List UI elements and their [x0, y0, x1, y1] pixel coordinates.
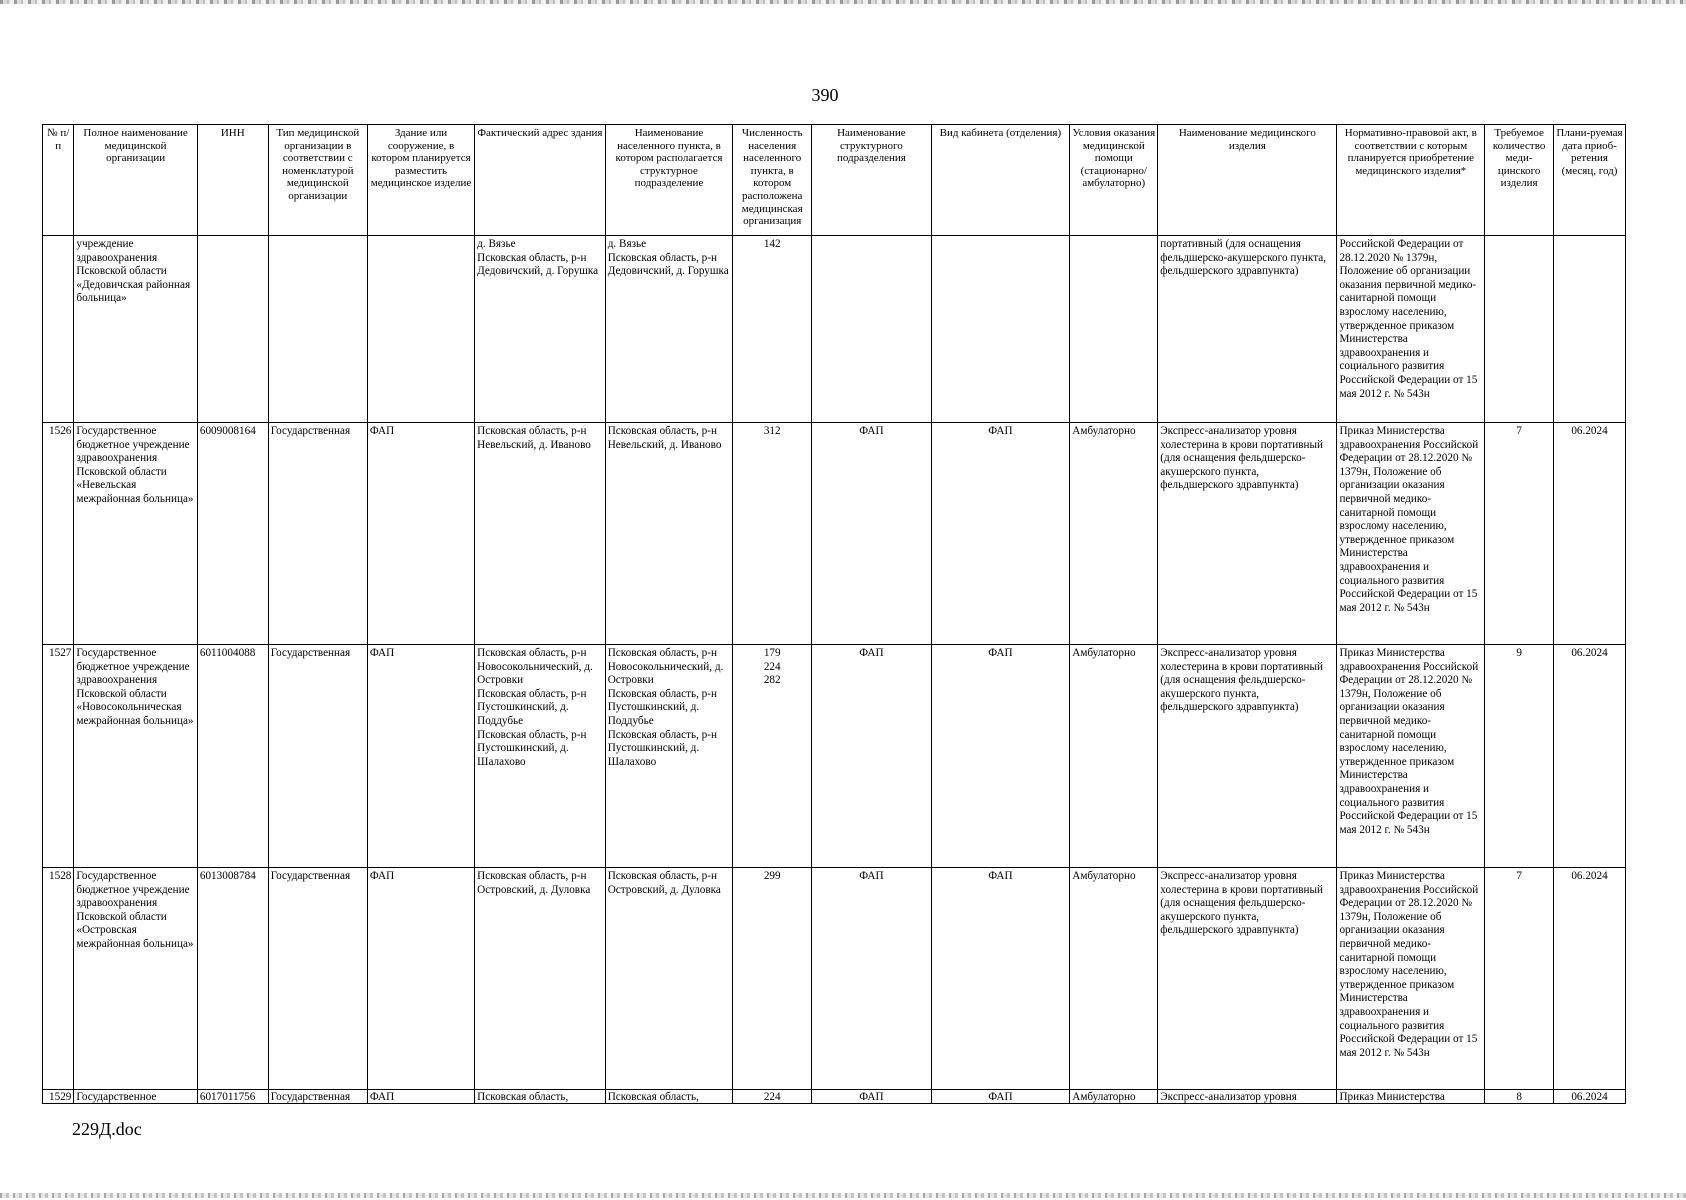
- address-line: Псковская область, р-н Пустошкинский, д. Поддубье: [477, 687, 587, 727]
- table-row: [43, 236, 1626, 423]
- column-header: ИНН: [197, 125, 268, 236]
- equipment-table: [42, 124, 1626, 1104]
- cabinet-type: [931, 236, 1070, 423]
- settlement-line: д. Вязье: [607, 238, 647, 250]
- population-value: 299: [763, 870, 781, 882]
- organization-type: Государственная: [268, 868, 367, 1090]
- required-quantity: 9: [1485, 645, 1554, 868]
- required-quantity: 7: [1485, 423, 1554, 645]
- required-quantity: 7: [1485, 868, 1554, 1090]
- row-number: 1527: [43, 645, 74, 868]
- inn-value: 6017011756: [197, 1090, 268, 1104]
- column-header: Наименование медицинского изделия: [1158, 125, 1337, 236]
- organization-name: Государственное: [74, 1090, 197, 1104]
- care-conditions: Амбулаторно: [1070, 1090, 1158, 1104]
- page-number: 390: [811, 85, 839, 105]
- cabinet-type: ФАП: [931, 1090, 1070, 1104]
- settlement-cell: [605, 423, 733, 645]
- column-header: Тип медицинской организации в соответствии с номенклатурой медицинской организации: [268, 125, 367, 236]
- planned-date: 06.2024: [1554, 645, 1626, 868]
- settlement-line: Псковская область, р-н Невельский, д. Иваново: [607, 425, 722, 451]
- structural-unit: ФАП: [812, 645, 931, 868]
- organization-name: Государственное бюджетное учреждение здравоохранения Псковской области «Новосокольническая межрайонная больница»: [74, 645, 197, 868]
- settlement-line: Псковская область, р-н Пустошкинский, д. Шалахово: [607, 728, 717, 768]
- care-conditions: Амбулаторно: [1070, 645, 1158, 868]
- column-header: Требуемое количество меди-цинского изделия: [1485, 125, 1554, 236]
- population-cell: [733, 645, 812, 868]
- population-value: 282: [763, 674, 781, 687]
- planned-date: 06.2024: [1554, 423, 1626, 645]
- address-cell: [475, 1090, 606, 1104]
- settlement-line: Псковская область, р-н Пустошкинский, д. Поддубье: [607, 687, 717, 727]
- address-line: д. Вязье: [477, 238, 516, 250]
- cabinet-type: ФАП: [931, 868, 1070, 1090]
- population-cell: [733, 236, 812, 423]
- settlement-line: Псковская область, р-н Новосокольнический, д. Островки: [607, 647, 724, 687]
- organization-type: Государственная: [268, 1090, 367, 1104]
- row-number: [43, 236, 74, 423]
- scan-edge-top: [0, 0, 1686, 4]
- legal-act: Приказ Министерства: [1337, 1090, 1485, 1104]
- organization-name: учреждение здравоохранения Псковской области «Дедовичская районная больница»: [74, 236, 197, 423]
- row-number: 1528: [43, 868, 74, 1090]
- row-number: 1529: [43, 1090, 74, 1104]
- address-cell: [475, 236, 606, 423]
- inn-value: 6013008784: [197, 868, 268, 1090]
- planned-date: 06.2024: [1554, 1090, 1626, 1104]
- planned-date: 06.2024: [1554, 868, 1626, 1090]
- device-name: Экспресс-анализатор уровня холестерина в крови портативный (для оснащения фельдшерско-акушерского пункта, фельдшерского здравпункта): [1158, 868, 1337, 1090]
- population-value: 224: [763, 1091, 781, 1103]
- legal-act: Приказ Министерства здравоохранения Российской Федерации от 28.12.2020 № 1379н, Положение об организации оказания первичной медико-санитарной помощи взрослому населению, утвержденное приказом Министерства здравоохранения и социального развития Российской Федерации от 15 мая 2012 г. № 543н: [1337, 645, 1485, 868]
- table-row: [43, 1090, 1626, 1104]
- settlement-line: Псковская область, р-н Дедовичский, д. Горушка: [607, 251, 729, 278]
- address-line: Псковская область, р-н Невельский, д. Иваново: [477, 425, 591, 451]
- building: [367, 236, 474, 423]
- device-name: Экспресс-анализатор уровня холестерина в крови портативный (для оснащения фельдшерско-акушерского пункта, фельдшерского здравпункта): [1158, 423, 1337, 645]
- settlement-cell: [605, 1090, 733, 1104]
- inn-value: 6011004088: [197, 645, 268, 868]
- document-file-name: 229Д.doc: [72, 1119, 142, 1139]
- population-cell: [733, 868, 812, 1090]
- settlement-line: Псковская область, р-н Островский, д. Дуловка: [607, 870, 721, 896]
- device-name: Экспресс-анализатор уровня: [1158, 1090, 1337, 1104]
- building: ФАП: [367, 868, 474, 1090]
- device-name: портативный (для оснащения фельдшерско-акушерского пункта, фельдшерского здравпункта): [1158, 236, 1337, 423]
- address-line: Псковская область, р-н Пустошкинский, д. Шалахово: [477, 728, 587, 768]
- column-header: Полное наименование медицинской организации: [74, 125, 197, 236]
- column-header: Численность населения населенного пункта, в котором расположена медицинская организация: [733, 125, 812, 236]
- population-value: 142: [763, 238, 781, 250]
- address-cell: [475, 645, 606, 868]
- column-header: Условия оказания медицинской помощи (стационарно/ амбулаторно): [1070, 125, 1158, 236]
- table-row: [43, 645, 1626, 868]
- structural-unit: [812, 236, 931, 423]
- settlement-cell: [605, 868, 733, 1090]
- care-conditions: Амбулаторно: [1070, 868, 1158, 1090]
- legal-act: Приказ Министерства здравоохранения Российской Федерации от 28.12.2020 № 1379н, Положение об организации оказания первичной медико-санитарной помощи взрослому населению, утвержденное приказом Министерства здравоохранения и социального развития Российской Федерации от 15 мая 2012 г. № 543н: [1337, 868, 1485, 1090]
- planned-date: [1554, 236, 1626, 423]
- building: ФАП: [367, 1090, 474, 1104]
- row-number: 1526: [43, 423, 74, 645]
- inn-value: [197, 236, 268, 423]
- building: ФАП: [367, 645, 474, 868]
- scan-edge-bottom: [0, 1193, 1686, 1198]
- table-header-row: [43, 125, 1626, 236]
- column-header: Вид кабинета (отделения): [931, 125, 1070, 236]
- population-value: 312: [763, 425, 781, 437]
- settlement-line: Псковская область,: [607, 1091, 699, 1103]
- column-header: Здание или сооружение, в котором планируется разместить медицинское изделие: [367, 125, 474, 236]
- address-cell: [475, 868, 606, 1090]
- required-quantity: [1485, 236, 1554, 423]
- device-name: Экспресс-анализатор уровня холестерина в крови портативный (для оснащения фельдшерско-акушерского пункта, фельдшерского здравпункта): [1158, 645, 1337, 868]
- cabinet-type: ФАП: [931, 645, 1070, 868]
- settlement-cell: [605, 236, 733, 423]
- structural-unit: ФАП: [812, 1090, 931, 1104]
- column-header: № п/п: [43, 125, 74, 236]
- structural-unit: ФАП: [812, 423, 931, 645]
- table-row: [43, 423, 1626, 645]
- address-line: Псковская область, р-н Новосокольнический, д. Островки: [477, 647, 593, 687]
- structural-unit: ФАП: [812, 868, 931, 1090]
- inn-value: 6009008164: [197, 423, 268, 645]
- care-conditions: [1070, 236, 1158, 423]
- population-cell: [733, 423, 812, 645]
- organization-type: Государственная: [268, 645, 367, 868]
- organization-name: Государственное бюджетное учреждение здравоохранения Псковской области «Островская межрайонная больница»: [74, 868, 197, 1090]
- legal-act: Российской Федерации от 28.12.2020 № 1379н, Положение об организации оказания первичной медико-санитарной помощи взрослому населению, утвержденное приказом Министерства здравоохранения и социального развития Российской Федерации от 15 мая 2012 г. № 543н: [1337, 236, 1485, 423]
- care-conditions: Амбулаторно: [1070, 423, 1158, 645]
- population-value: 179: [763, 647, 781, 659]
- address-line: Псковская область, р-н Дедовичский, д. Горушка: [477, 251, 599, 278]
- address-line: Псковская область,: [477, 1091, 569, 1103]
- column-header: Нормативно-правовой акт, в соответствии с которым планируется приобретение медицинского изделия*: [1337, 125, 1485, 236]
- population-value: 224: [763, 660, 781, 673]
- required-quantity: 8: [1485, 1090, 1554, 1104]
- address-line: Псковская область, р-н Островский, д. Дуловка: [477, 870, 591, 896]
- legal-act: Приказ Министерства здравоохранения Российской Федерации от 28.12.2020 № 1379н, Положение об организации оказания первичной медико-санитарной помощи взрослому населению, утвержденное приказом Министерства здравоохранения и социального развития Российской Федерации от 15 мая 2012 г. № 543н: [1337, 423, 1485, 645]
- organization-name: Государственное бюджетное учреждение здравоохранения Псковской области «Невельская межрайонная больница»: [74, 423, 197, 645]
- column-header: Фактический адрес здания: [475, 125, 606, 236]
- column-header: Наименование населенного пункта, в котором располагается структурное подразделение: [605, 125, 733, 236]
- column-header: Наименование структурного подразделения: [812, 125, 931, 236]
- cabinet-type: ФАП: [931, 423, 1070, 645]
- organization-type: Государственная: [268, 423, 367, 645]
- address-cell: [475, 423, 606, 645]
- population-cell: [733, 1090, 812, 1104]
- organization-type: [268, 236, 367, 423]
- column-header: Плани-руемая дата приоб-ретения (месяц, год): [1554, 125, 1626, 236]
- settlement-cell: [605, 645, 733, 868]
- building: ФАП: [367, 423, 474, 645]
- table-row: [43, 868, 1626, 1090]
